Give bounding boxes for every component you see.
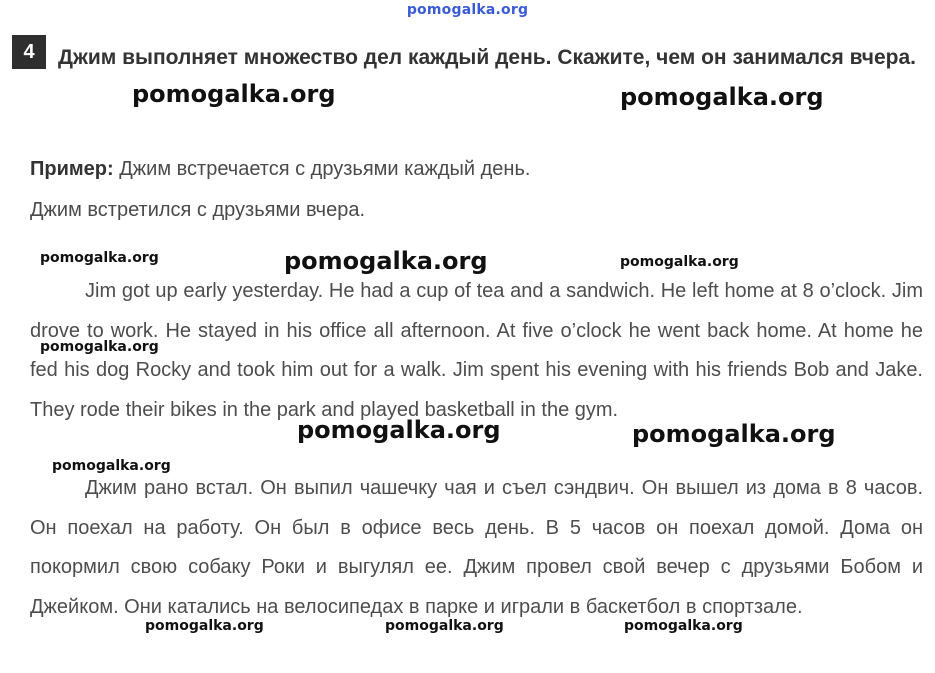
watermark: pomogalka.org [385,618,504,634]
watermark: pomogalka.org [624,618,743,634]
site-header-logo[interactable]: pomogalka.org [406,2,529,18]
example-answer: Джим встретился с друзьями вчера. [30,199,366,221]
example-sentence: Джим встречается с друзьями каждый день. [119,158,531,180]
example-line [30,158,530,181]
example-label: Пример: [30,158,114,180]
watermark: pomogalka.org [40,250,159,266]
watermark: pomogalka.org [620,254,739,270]
watermark: pomogalka.org [52,458,171,474]
watermark: pomogalka.org [132,80,336,108]
watermark: pomogalka.org [284,247,488,275]
watermark: pomogalka.org [632,420,836,448]
watermark: pomogalka.org [40,339,159,355]
watermark: pomogalka.org [620,83,824,111]
english-paragraph: Jim got up early yesterday. He had a cup of tea and a sandwich. He left home at 8 o’clock. Jim drove to work. He stayed in his office all afternoon. At five o’clock he went back home. At home he fed his dog Rocky and took him out for a walk. Jim spent his evening with his friends Bob and Jake. They rode their bikes in the park and played basketball in the gym. [30,280,923,421]
watermark: pomogalka.org [145,618,264,634]
task-instruction: Джим выполняет множество дел каждый день. Скажите, чем он занимался вчера. [58,46,916,69]
task-number-badge: 4 [12,35,46,69]
watermark: pomogalka.org [297,416,501,444]
russian-paragraph: Джим рано встал. Он выпил чашечку чая и съел сэндвич. Он вышел из дома в 8 часов. Он поехал на работу. Он был в офисе весь день. В 5 часов он поехал домой. Дома он покормил свою собаку Роки и выгулял ее. Джим провел свой вечер с друзьями Бобом и Джейком. Они катались на велосипедах в парке и играли в баскетбол в спортзале. [30,477,923,618]
